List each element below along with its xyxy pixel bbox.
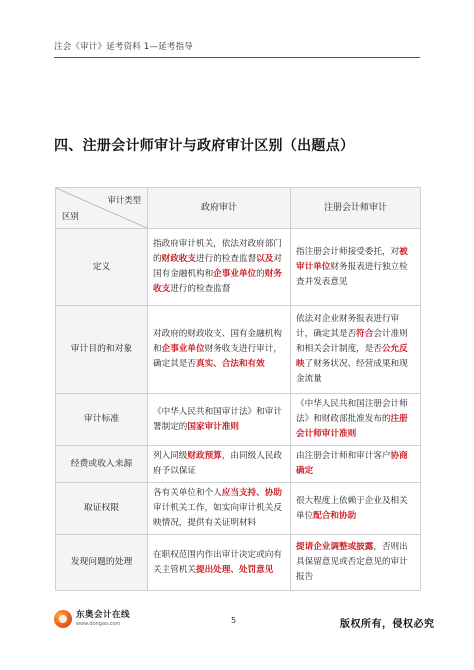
comparison-table	[55, 187, 421, 591]
highlighted-text: 国家审计准则	[187, 421, 239, 432]
cell-text: 《中华人民共和国审计法》和审计署制定的	[153, 406, 282, 432]
cell-text: 指政府审计机关，依法对政府部门的	[153, 239, 282, 264]
highlighted-text: 提出处理、处罚意见	[195, 564, 274, 575]
cell-text: 在职权范围内作出审计决定或向有关主管机关	[153, 549, 282, 575]
table-row	[56, 229, 421, 306]
footer-logo	[54, 610, 130, 628]
cell-text: 财务收支进行审计，确定其是否	[153, 344, 282, 369]
cell-text: ，由同级人民政府予以保证	[153, 451, 282, 476]
government-cell	[148, 446, 291, 483]
cell-text: 进行的检查监督	[196, 254, 257, 264]
table-row	[56, 535, 421, 591]
column-header-government: 政府审计	[148, 188, 291, 229]
highlighted-text: 符合	[356, 329, 374, 339]
cell-text: 进行的检查监督	[170, 284, 231, 294]
government-cell	[148, 535, 291, 591]
brand-logo-icon	[54, 610, 72, 628]
cpa-cell	[291, 306, 421, 394]
cell-text: 对政府的财政收支、国有金融机构和	[153, 329, 282, 354]
page-number: 5	[231, 616, 237, 625]
row-label: 定义	[56, 229, 148, 306]
table-row	[56, 306, 421, 394]
column-header-cpa: 注册会计师审计	[291, 188, 421, 229]
cell-text: ，否则出具保留意见或否定意见的审计报告	[296, 542, 408, 582]
cell-text: 《中华人民共和国注册会计师法》和财政部批准发布的	[296, 399, 408, 424]
cell-text: 依法对企业财务报表进行审计，确定其是否	[296, 314, 400, 339]
table-header-row	[56, 188, 421, 229]
highlighted-text: 以及	[256, 254, 274, 264]
logo-name: 东奥会计在线	[76, 610, 131, 621]
row-label: 发现问题的处理	[56, 535, 148, 591]
highlighted-text: 企事业单位	[213, 269, 257, 279]
cpa-cell	[291, 535, 421, 591]
cell-text: 对国有金融机构和	[153, 254, 282, 279]
highlighted-text: 财政预算	[187, 451, 222, 461]
copyright-notice: 版权所有，侵权必究	[340, 619, 435, 630]
highlighted-text: 配合和协助	[313, 510, 357, 521]
cell-text: 审计机关工作，如实向审计机关反映情况，提供有关证明材料	[153, 503, 282, 528]
table-row	[56, 394, 421, 446]
government-cell	[148, 394, 291, 446]
table-corner-cell	[56, 188, 148, 229]
highlighted-text: 应当支持、协助	[221, 488, 282, 498]
highlighted-text: 财政收支	[161, 254, 196, 264]
section-title: 四、注册会计师审计与政府审计区别（出题点）	[54, 138, 355, 154]
highlighted-text: 被审计单位	[296, 246, 408, 272]
logo-url: www.dongao.com	[76, 620, 121, 627]
cpa-cell	[291, 446, 421, 483]
government-cell	[148, 483, 291, 535]
cell-text: 各有关单位和个人	[153, 488, 222, 498]
row-label: 审计标准	[56, 394, 148, 446]
cpa-cell	[291, 483, 421, 535]
row-label: 经费或收入来源	[56, 446, 148, 483]
table-row	[56, 483, 421, 535]
highlighted-text: 企事业单位	[161, 344, 205, 354]
cell-text: 很大程度上依赖于企业及相关单位	[296, 495, 408, 521]
cpa-cell	[291, 394, 421, 446]
cell-text: 指注册会计师接受委托，对	[296, 246, 400, 257]
corner-label-type: 审计类型	[107, 195, 141, 205]
highlighted-text: 真实、合法和有效	[195, 359, 265, 369]
cell-text: 列入同级	[153, 451, 188, 461]
cell-text: 会计准则和相关会计制度，是否	[296, 329, 408, 354]
highlighted-text: 公允反映	[296, 344, 408, 369]
row-label: 取证权限	[56, 483, 148, 535]
table-row	[56, 446, 421, 483]
cell-text: 由注册会计师和审计客户	[296, 451, 391, 461]
cell-text: 了财务状况、经营成果和现金流量	[296, 359, 408, 384]
corner-label-diff: 区别	[62, 211, 79, 221]
row-label: 审计目的和对象	[56, 306, 148, 394]
government-cell	[148, 229, 291, 306]
document-header: 注会《审计》延考资料 1—延考指导	[54, 42, 194, 52]
cell-text: 财务报表进行独立检查并发表意见	[296, 261, 408, 287]
government-cell	[148, 306, 291, 394]
highlighted-text: 财务收支	[153, 269, 282, 294]
header-divider	[54, 57, 420, 58]
highlighted-text: 协商确定	[296, 451, 408, 476]
highlighted-text: 提请企业调整或披露	[296, 542, 374, 552]
highlighted-text: 注册会计师审计准则	[296, 414, 408, 439]
cpa-cell	[291, 229, 421, 306]
cell-text: 的	[256, 269, 265, 279]
